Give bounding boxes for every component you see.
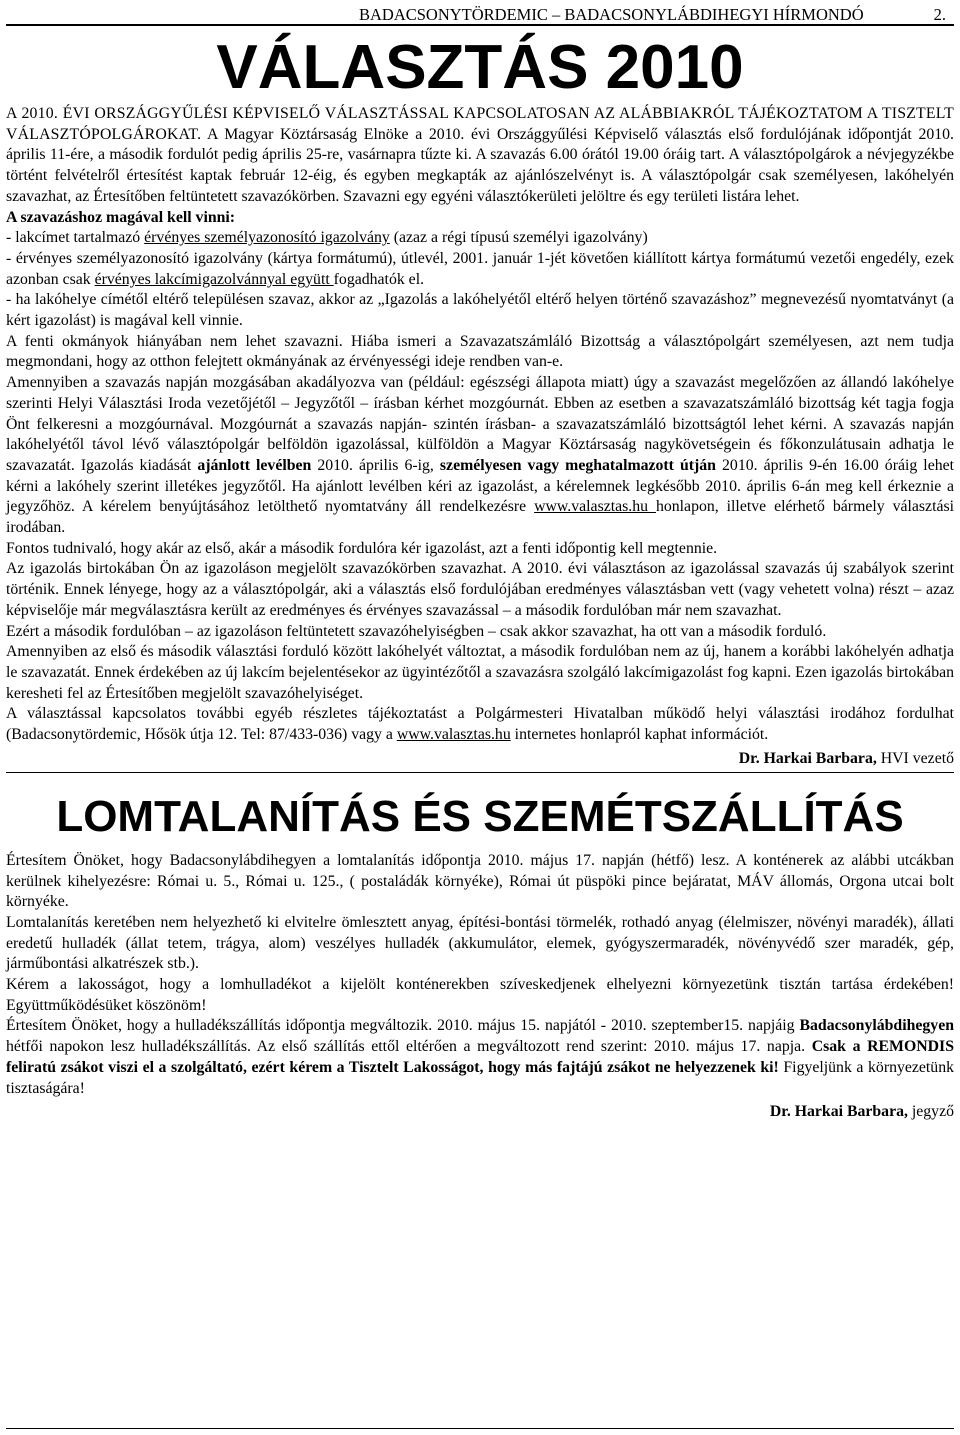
article-election-body (6, 104, 954, 746)
paragraph-further-info (6, 704, 954, 745)
collect-text-a: Értesítem Önöket, hogy a hulladékszállítás időpontja megváltozik. 2010. május 15. napjától - 2010. szeptember15. napjáig (6, 1017, 800, 1035)
bring-2-underline: érvényes lakcímigazolvánnyal együtt (94, 270, 334, 288)
mobile-bold-2: személyesen vagy meghatalmazott útján (439, 456, 716, 474)
info-text-a: A választással kapcsolatos további egyéb részletes tájékoztatást a Polgármesteri Hivatalban működő helyi választási irodához fordulhat (Badacsonytördemic, Hősök útja 12. Tel: 87/433-036) vagy a (6, 705, 954, 744)
bring-2-rest: fogadhatók el. (333, 270, 425, 288)
section-divider (6, 772, 954, 773)
bring-item-3: - ha lakóhelye címétől eltérő településen szavaz, akkor az „Igazolás a lakóhelyétől eltérő helyen történő szavazáshoz” megnevezésű nyomtatványt (a kért igazolást) is magával kell vinnie. (6, 291, 954, 330)
collect-bold-2: Csak a REMONDIS feliratú zsákot viszi el a szolgáltató, ezért kérem a Tisztelt Lakosságot, hogy más fajtájú zsákot ne helyezzenek ki! (6, 1038, 954, 1076)
mobile-text-e: honlapon, illetve elérhető bármely választási irodában. (6, 498, 955, 537)
paragraph-certificate: Az igazolás birtokában Ön az igazoláson megjelölt szavazókörben szavazhat. A 2010. évi választáson az igazolással szavazás új szabályok szerint történik. Ennek lényege, hogy az a választópolgár, aki a választás első fordulójában eredményes választásban vett (vagy vehetett volna) részt – azaz képviselője már megválasztásra került az eredményes és érvényes szavazással – a második fordulóban már nem szavazhat. (6, 560, 954, 619)
intro-caps: A 2010. ÉVI ORSZÁGGYŰLÉSI KÉPVISELŐ VÁLASZTÁSSAL KAPCSOLATOSAN AZ ALÁBBIAKRÓL TÁJÉKOZTATOM A TISZTELT VÁLASZTÓPOLGÁROKAT. (6, 105, 954, 143)
bottom-divider (6, 1428, 954, 1429)
valasztas-link-2[interactable]: www.valasztas.hu (396, 726, 511, 744)
article-waste-body (6, 851, 954, 1099)
intro-rest: A Magyar Köztársaság Elnöke a 2010. évi Országgyűlési Képviselő választás első fordulójának időpontját 2010. április 11-ére, a második fordulót pedig április 25-re, vasárnapra tűzte ki. A szavazás 6.00 órától 19.00 óráig tart. A választópolgárok a névjegyzékbe történt felvételről értesítést kaptak február 12-éig, és egyben megkapták az ajánlószelvényt is. A választópolgár csak személyesen, lakóhelyén szavazhat, az Értesítőben feltüntetett szavazókörben. Szavazni egy egyéni választókerületi jelöltre és egy területi listára lehet. (6, 125, 954, 205)
signature-name: Dr. Harkai Barbara, (738, 749, 877, 767)
mobile-text-d: 2010. április 9-én 16.00 óráig lehet kérni a lakóhely szerint illetékes jegyzőtől. Ha ajánlott levélben kéri az igazolást, a kérelemnek legkésőbb 2010. április 6-án meg kell érkeznie a jegyzőhöz. A kérelem benyújtásához letölthető nyomtatvány áll rendelkezésre (6, 456, 954, 516)
newsletter-title: BADACSONYTÖRDEMIC – BADACSONYLÁBDIHEGYI HÍRMONDÓ (358, 5, 864, 24)
bring-1-rest: (azaz a régi típusú személyi igazolvány) (389, 229, 648, 247)
paragraph-second-round: Ezért a második fordulóban – az igazoláson feltüntetett szavazóhelyiségben – csak akkor szavazhat, ha ott van a második forduló. (6, 622, 827, 640)
mobile-text-c: 2010. április 6-ig, (311, 456, 440, 474)
collect-text-c: hétfői napokon lesz hulladékszállítás. Az első szállítás ettől eltérően a megváltozott rend szerint: 2010. május 17. napja. (6, 1038, 812, 1056)
bring-1-underline: érvényes személyazonosító igazolvány (144, 229, 390, 247)
paragraph-bulky-date: Értesítem Önöket, hogy Badacsonylábdihegyen a lomtalanítás időpontja 2010. május 17. napján (hétfő) lesz. A konténerek az alábbi utcákban kerülnek kihelyezésre: Római u. 5., Római u. 125., ( postaládák környéke), Római út püspöki pince bejáratat, MÁV állomás, Orgona utcai bolt környéke. (6, 851, 954, 911)
info-text-b: internetes honlapról kaphat információt. (510, 726, 769, 744)
bring-heading: A szavazáshoz magával kell vinni: (6, 208, 236, 226)
signature-role: HVI vezető (876, 749, 954, 767)
paragraph-important: Fontos tudnivaló, hogy akár az első, akár a második fordulóra kér igazolást, azt a fenti időpontig kell megtennie. (6, 539, 718, 557)
signature-name-2: Dr. Harkai Barbara, (769, 1103, 908, 1121)
paragraph-request: Kérem a lakosságot, hogy a lomhulladékot a kijelölt konténerekben szíveskedjenek elhelyezni környezetünk tisztán tartása érdekében! Együttműködésüket köszönöm! (6, 976, 954, 1014)
bring-2-text: - érvényes személyazonosító igazolvány (kártya formátumú), útlevél, 2001. január 1-jét követően kiállított kártya formátumú vezetői engedély, ezek azonban csak (6, 249, 954, 288)
bring-item-1 (6, 228, 954, 249)
paragraph-excluded-items: Lomtalanítás keretében nem helyezhető ki elvitelre ömlesztett anyag, építési-bontási törmelék, rothadó anyag (élelmiszer, növényi maradék), állati eredetű hulladék (állat tetem, trágya, alom) veszélyes hulladék (akkumulátor, elemek, gyógyszermaradék, növényvédő szer maradék, gép, járműbontási alkatrészek stb.). (6, 913, 954, 973)
paragraph-collection (6, 1016, 954, 1099)
intro-paragraph (6, 104, 954, 208)
paragraph-address-change: Amennyiben az első és második választási forduló között lakóhelyét változtat, a második fordulóban nem az új, hanem a korábbi lakóhelyén adhatja le szavazatát. Ennek érdekében az új lakcím bejelentésekor az ügyintézőtől a szavazásra szolgáló lakcímigazolást fog kapni. Ezen igazolás birtokában keresheti fel az Értesítőben megjelölt szavazóhelyiséget. (6, 643, 954, 702)
collect-text-d: Figyeljünk a környezetünk tisztaságára! (6, 1058, 954, 1097)
signature-role-2: jegyző (907, 1103, 954, 1121)
collect-bold-1: Badacsonylábdihegyen (799, 1017, 954, 1035)
mobile-text-a: Amennyiben a szavazás napján mozgásában akadályozva van (például: egészségi állapota miatt) úgy a szavazást megelőzően az állandó lakóhelye szerinti Helyi Választási Iroda vezetőjétől – Jegyzőtől – írásban kérhet mozgóurnát. Ebben az esetben a szavazatszámláló bizottság két tagja fogja Önt felkeresni a mozgóurnával. Mozgóurnát a szavazás napján- szintén írásban- a szavazatszámláló bizottságtól lehet kérni. A szavazás napján lakóhelyétől távol lévő választópolgár belföldön igazolással, külföldön a Magyar Köztársaság nagykövetségein és főkonzulátusain adhatja le szavazatát. Igazolás kiadását (6, 374, 954, 474)
mobile-bold-1: ajánlott levélben (197, 456, 312, 474)
article-title-waste: LOMTALANÍTÁS ÉS SZEMÉTSZÁLLÍTÁS (56, 791, 904, 841)
article-title-election: VÁLASZTÁS 2010 (216, 33, 744, 102)
running-header (6, 4, 954, 26)
signature-waste (6, 1101, 954, 1122)
paragraph-missing-docs: A fenti okmányok hiányában nem lehet szavazni. Hiába ismeri a Szavazatszámláló Bizottság a választópolgárt személyesen, azt nem tudja megmondani, hogy az otthon felejtett okmányának az érvényességi ideje rendben van-e. (6, 332, 954, 371)
signature-election (6, 748, 954, 769)
bring-1-text: - lakcímet tartalmazó (6, 229, 145, 247)
valasztas-link[interactable]: www.valasztas.hu (534, 498, 656, 516)
page-number: 2. (933, 5, 946, 24)
paragraph-mobile-ballot (6, 373, 954, 539)
bring-item-2 (6, 249, 954, 290)
